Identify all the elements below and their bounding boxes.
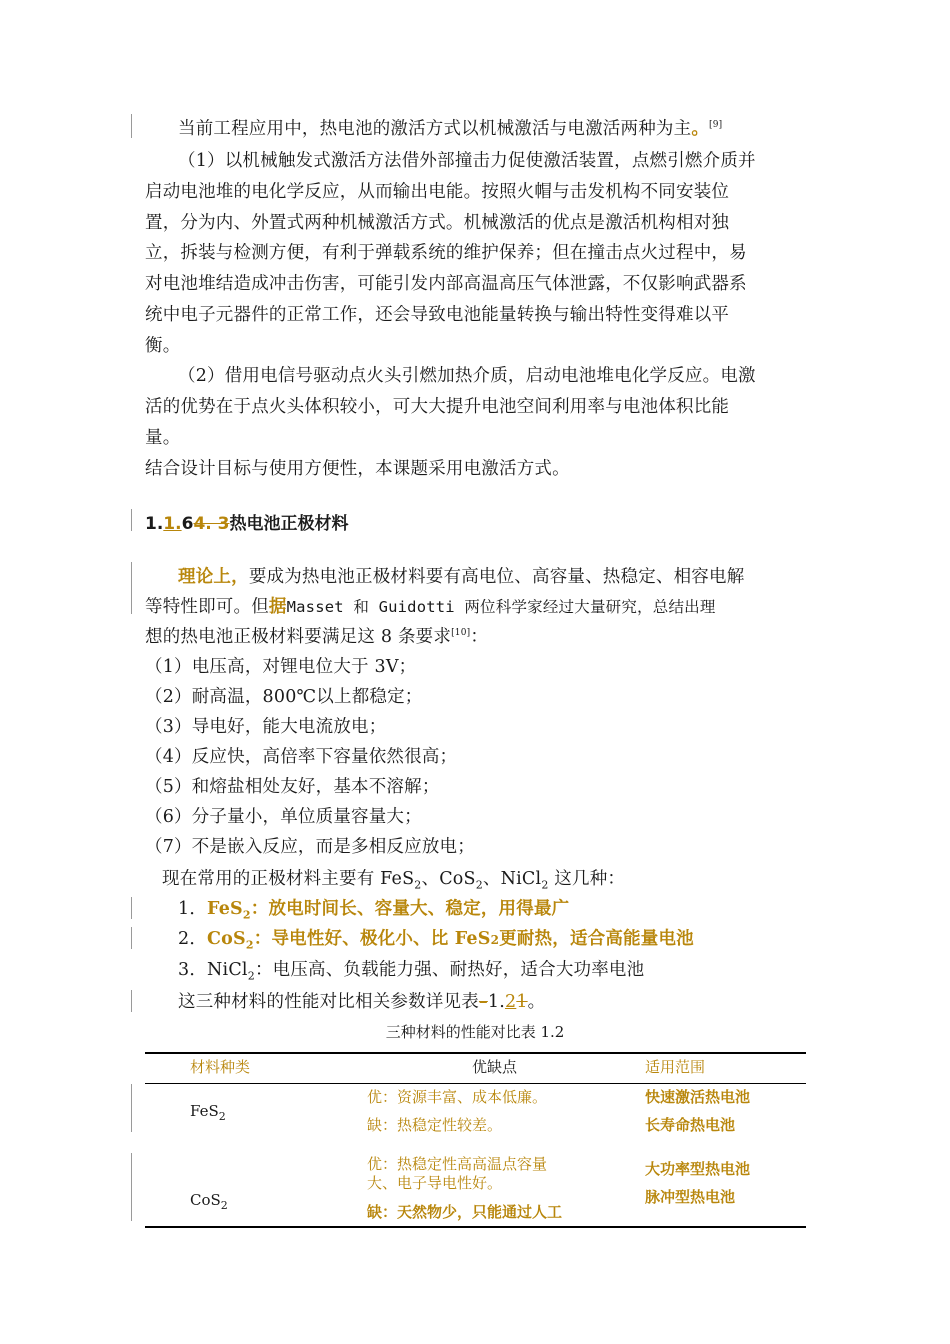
tracked-deletion: 4. 3 bbox=[193, 514, 230, 534]
table-cell-usage: 脉冲型热电池 bbox=[645, 1188, 736, 1206]
material-name: FeS bbox=[190, 1102, 219, 1120]
paragraph-text: 想的热电池正极材料要满足这 8 条要求 bbox=[145, 627, 452, 647]
list-item bbox=[178, 955, 848, 985]
tracked-insertion: 1. bbox=[163, 514, 182, 534]
table-row bbox=[190, 1101, 226, 1121]
change-bar bbox=[131, 1153, 132, 1221]
paragraph-line: 量。 bbox=[145, 428, 181, 448]
paragraph-line bbox=[178, 114, 848, 144]
paragraph-text: 1. bbox=[487, 992, 505, 1012]
paragraph-text: 要成为热电池正极材料要有高电位、高容量、热稳定、相容电解 bbox=[248, 567, 745, 587]
heading-title: 热电池正极材料 bbox=[229, 514, 349, 534]
table-cell-usage: 长寿命热电池 bbox=[645, 1116, 736, 1134]
tracked-insertion: 2 bbox=[504, 992, 517, 1012]
material-name: CoS bbox=[190, 1191, 221, 1209]
section-heading bbox=[145, 509, 348, 534]
paragraph-line: 活的优势在于点火头体积较小，可大大提升电池空间利用率与电池体积比能 bbox=[145, 397, 730, 417]
subscript: 2 bbox=[541, 878, 549, 892]
table-cell-pros: 大、电子导电性好。 bbox=[367, 1174, 503, 1192]
item-text: ：放电时间长、容量大、稳定，用得最广 bbox=[250, 899, 570, 919]
paragraph-line bbox=[162, 864, 832, 894]
paragraph-line: 衡。 bbox=[145, 336, 181, 356]
table-header-proscons: 优缺点 bbox=[472, 1058, 518, 1076]
heading-number: 1. bbox=[145, 514, 164, 534]
paragraph-line bbox=[145, 622, 815, 652]
paragraph-text: 这几种： bbox=[548, 869, 626, 889]
paragraph-text: 、CoS bbox=[421, 869, 476, 889]
change-bar bbox=[131, 114, 132, 138]
table-header-rule bbox=[145, 1083, 806, 1084]
paragraph-text: 据 bbox=[268, 597, 287, 617]
change-bar bbox=[131, 927, 132, 949]
list-item: （7）不是嵌入反应，而是多相反应放电； bbox=[145, 837, 475, 857]
paragraph-line: （1）以机械触发式激活方法借外部撞击力促使激活装置，点燃引燃介质并 bbox=[178, 151, 756, 171]
paragraph-text: 等特性即可。但 bbox=[145, 597, 269, 617]
item-text: ：导电性好、极化小、比 FeS bbox=[253, 929, 491, 949]
paragraph-text: 理论上， bbox=[178, 567, 249, 587]
change-bar bbox=[131, 562, 132, 614]
subscript: 2 bbox=[247, 969, 255, 983]
subscript: 2 bbox=[475, 878, 483, 892]
paragraph-text: 。 bbox=[527, 992, 546, 1012]
table-cell-cons: 缺：热稳定性较差。 bbox=[367, 1116, 503, 1134]
change-bar bbox=[131, 990, 132, 1012]
paragraph-text: 、NiCl bbox=[482, 869, 542, 889]
item-number: 2． bbox=[178, 929, 208, 949]
paragraph-text: ： bbox=[470, 627, 489, 647]
subscript: 2 bbox=[490, 933, 500, 947]
paragraph-text: Masset 和 Guidotti 两位科学家经过大量研究，总结出理 bbox=[286, 598, 716, 616]
change-bar bbox=[131, 509, 132, 531]
tracked-deletion: 1 bbox=[516, 992, 528, 1012]
item-number: 1． bbox=[178, 899, 208, 919]
paragraph-line: 结合设计目标与使用方便性，本课题采用电激活方式。 bbox=[145, 459, 570, 479]
change-bar bbox=[131, 897, 132, 919]
subscript: 2 bbox=[220, 1199, 228, 1212]
list-item: （1）电压高，对锂电位大于 3V； bbox=[145, 657, 417, 677]
list-item: （5）和熔盐相处友好，基本不溶解； bbox=[145, 777, 440, 797]
subscript: 2 bbox=[242, 908, 251, 922]
paragraph-line bbox=[178, 987, 848, 1017]
paragraph-text: 。 bbox=[691, 119, 710, 139]
list-item bbox=[178, 894, 848, 924]
paragraph-line: （2）借用电信号驱动点火头引燃加热介质，启动电池堆电化学反应。电激 bbox=[178, 366, 756, 386]
paragraph-text: 当前工程应用中，热电池的激活方式以机械激活与电激活两种为主 bbox=[178, 119, 692, 139]
paragraph-line: 置，分为内、外置式两种机械激活方式。机械激活的优点是激活机构相对独 bbox=[145, 213, 730, 233]
paragraph-line bbox=[178, 562, 848, 592]
heading-number: 6 bbox=[181, 514, 194, 534]
change-bar bbox=[131, 1084, 132, 1132]
table-cell-pros: 优：热稳定性高高温点容量 bbox=[367, 1155, 548, 1173]
paragraph-line: 启动电池堆的电化学反应，从而输出电能。按照火帽与击发机构不同安装位 bbox=[145, 182, 730, 202]
item-text: FeS bbox=[207, 899, 243, 919]
paragraph-line: 立，拆装与检测方便，有利于弹载系统的维护保养；但在撞击点火过程中，易 bbox=[145, 243, 747, 263]
table-cell-pros: 优：资源丰富、成本低廉。 bbox=[367, 1088, 548, 1106]
item-text: 更耐热，适合高能量电池 bbox=[499, 929, 694, 949]
item-text: ：电压高、负载能力强、耐热好，适合大功率电池 bbox=[254, 960, 645, 980]
item-text: CoS bbox=[207, 929, 246, 949]
table-cell-usage: 快速激活热电池 bbox=[645, 1088, 751, 1106]
table-header-usage: 适用范围 bbox=[645, 1058, 706, 1076]
list-item bbox=[178, 924, 848, 955]
paragraph-line: 统中电子元器件的正常工作，还会导致电池能量转换与输出特性变得难以平 bbox=[145, 305, 730, 325]
paragraph-line: 对电池堆结造成冲击伤害，可能引发内部高温高压气体泄露，不仅影响武器系 bbox=[145, 274, 747, 294]
paragraph-text: 现在常用的正极材料主要有 FeS bbox=[162, 869, 415, 889]
list-item: （3）导电好，能大电流放电； bbox=[145, 717, 387, 737]
table-cell-cons: 缺：天然物少，只能通过人工 bbox=[367, 1203, 563, 1221]
subscript: 2 bbox=[218, 1110, 226, 1123]
table-cell-usage: 大功率型热电池 bbox=[645, 1160, 751, 1178]
table-top-rule bbox=[145, 1052, 806, 1054]
list-item: （2）耐高温，800℃以上都稳定； bbox=[145, 687, 423, 707]
paragraph-text: 这三种材料的性能对比相关参数详见表 bbox=[178, 992, 479, 1012]
citation: [10] bbox=[451, 628, 471, 639]
table-caption: 三种材料的性能对比表 1.2 bbox=[385, 1023, 565, 1041]
item-text: 3．NiCl bbox=[178, 960, 248, 980]
list-item: （4）反应快，高倍率下容量依然很高； bbox=[145, 747, 458, 767]
paragraph-line bbox=[145, 592, 815, 622]
subscript: 2 bbox=[245, 938, 254, 952]
table-row bbox=[190, 1190, 228, 1210]
list-item: （6）分子量小，单位质量容量大； bbox=[145, 807, 422, 827]
subscript: 2 bbox=[414, 878, 422, 892]
tracked-deletion: – bbox=[478, 992, 488, 1012]
table-bottom-rule bbox=[145, 1226, 806, 1228]
table-header-material: 材料种类 bbox=[190, 1058, 251, 1076]
citation: [9] bbox=[709, 120, 723, 131]
